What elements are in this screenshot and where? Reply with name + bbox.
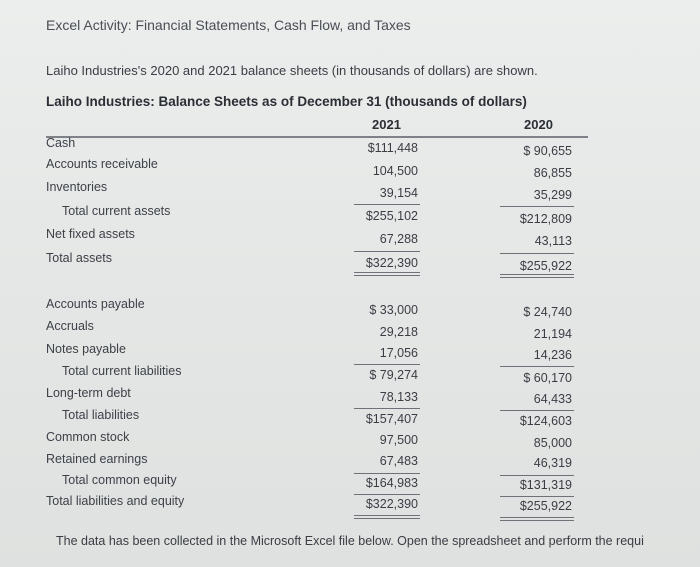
total-assets-2021: $322,390 — [365, 256, 418, 270]
total-assets-2020: $255,922 — [519, 259, 572, 273]
table-row — [0, 157, 700, 179]
inventories-2020: 35,299 — [533, 188, 572, 202]
footer-instructions: The data has been collected in the Microsoft Excel file below. Open the spreadsheet and perform the requi — [56, 534, 644, 548]
table-row — [0, 452, 700, 474]
net-fixed-assets-2020: 43,113 — [534, 234, 572, 248]
table-row — [0, 297, 700, 319]
row-label-accounts-payable: Accounts payable — [46, 297, 145, 311]
accounts-receivable-2021: 104,500 — [372, 164, 418, 178]
row-label-total-common-equity: Total common equity — [62, 473, 177, 487]
row-label-accruals: Accruals — [46, 319, 94, 333]
row-label-cash: Cash — [46, 136, 76, 150]
table-row — [0, 227, 700, 249]
total-current-assets-2020: $212,809 — [519, 212, 572, 226]
row-label-total-assets: Total assets — [46, 251, 113, 265]
double-rule — [354, 515, 420, 516]
notes-payable-2020: 14,236 — [533, 348, 572, 362]
long-term-debt-2021: 78,133 — [379, 390, 418, 404]
row-label-retained-earnings: Retained earnings — [46, 452, 148, 466]
total-current-assets-2021: $255,102 — [365, 209, 418, 223]
table-row — [0, 180, 700, 202]
row-label-net-fixed-assets: Net fixed assets — [46, 227, 135, 241]
total-common-equity-2021: $164,983 — [365, 476, 418, 490]
row-label-total-liabilities-and-equity: Total liabilities and equity — [46, 494, 185, 508]
row-label-long-term-debt: Long-term debt — [46, 386, 131, 400]
row-label-total-current-assets: Total current assets — [62, 204, 171, 218]
accounts-payable-2020: $ 24,740 — [523, 305, 572, 319]
table-row — [0, 319, 700, 341]
row-label-inventories: Inventories — [46, 180, 108, 194]
inventories-2021: 39,154 — [379, 186, 418, 200]
total-current-liabilities-2021: $ 79,274 — [369, 368, 418, 382]
retained-earnings-2021: 67,483 — [379, 454, 418, 468]
cash-2020: $ 90,655 — [523, 144, 572, 158]
notes-payable-2021: 17,056 — [379, 346, 418, 360]
long-term-debt-2020: 64,433 — [533, 392, 572, 406]
net-fixed-assets-2021: 67,288 — [379, 232, 418, 246]
double-rule — [354, 272, 420, 273]
activity-title: Excel Activity: Financial Statements, Cash Flow, and Taxes — [46, 17, 411, 33]
column-header-2021: 2021 — [372, 117, 401, 132]
double-rule — [500, 274, 574, 275]
table-row — [0, 473, 700, 495]
double-rule — [354, 518, 420, 519]
total-current-liabilities-2020: $ 60,170 — [523, 371, 572, 385]
total-liabilities-and-equity-2021: $322,390 — [365, 497, 418, 511]
row-label-total-current-liabilities: Total current liabilities — [62, 364, 182, 378]
total-liabilities-and-equity-2020: $255,922 — [519, 499, 572, 513]
double-rule — [500, 277, 574, 278]
table-row — [0, 386, 700, 408]
table-row — [0, 204, 700, 226]
table-row — [0, 494, 700, 516]
total-liabilities-2021: $157,407 — [365, 412, 418, 426]
common-stock-2020: 85,000 — [533, 436, 572, 450]
accounts-payable-2021: $ 33,000 — [369, 303, 418, 317]
table-row — [0, 408, 700, 430]
table-title: Laiho Industries: Balance Sheets as of December 31 (thousands of dollars) — [46, 94, 527, 109]
table-row — [0, 136, 700, 158]
row-label-notes-payable: Notes payable — [46, 342, 126, 356]
intro-text: Laiho Industries's 2020 and 2021 balance sheets (in thousands of dollars) are shown. — [46, 63, 538, 78]
accruals-2021: 29,218 — [379, 325, 418, 339]
column-header-2020: 2020 — [524, 117, 553, 132]
table-row — [0, 251, 700, 273]
accruals-2020: 21,194 — [533, 327, 572, 341]
double-rule — [500, 520, 574, 521]
row-label-common-stock: Common stock — [46, 430, 130, 444]
retained-earnings-2020: 46,319 — [533, 456, 572, 470]
accounts-receivable-2020: 86,855 — [533, 166, 572, 180]
double-rule — [354, 275, 420, 276]
table-row — [0, 342, 700, 364]
row-label-accounts-receivable: Accounts receivable — [46, 157, 158, 171]
cash-2021: $111,448 — [367, 141, 418, 155]
table-row — [0, 430, 700, 452]
table-row — [0, 364, 700, 386]
total-common-equity-2020: $131,319 — [519, 478, 572, 492]
total-liabilities-2020: $124,603 — [519, 414, 572, 428]
double-rule — [500, 517, 574, 518]
row-label-total-liabilities: Total liabilities — [62, 408, 140, 422]
common-stock-2021: 97,500 — [379, 433, 418, 447]
